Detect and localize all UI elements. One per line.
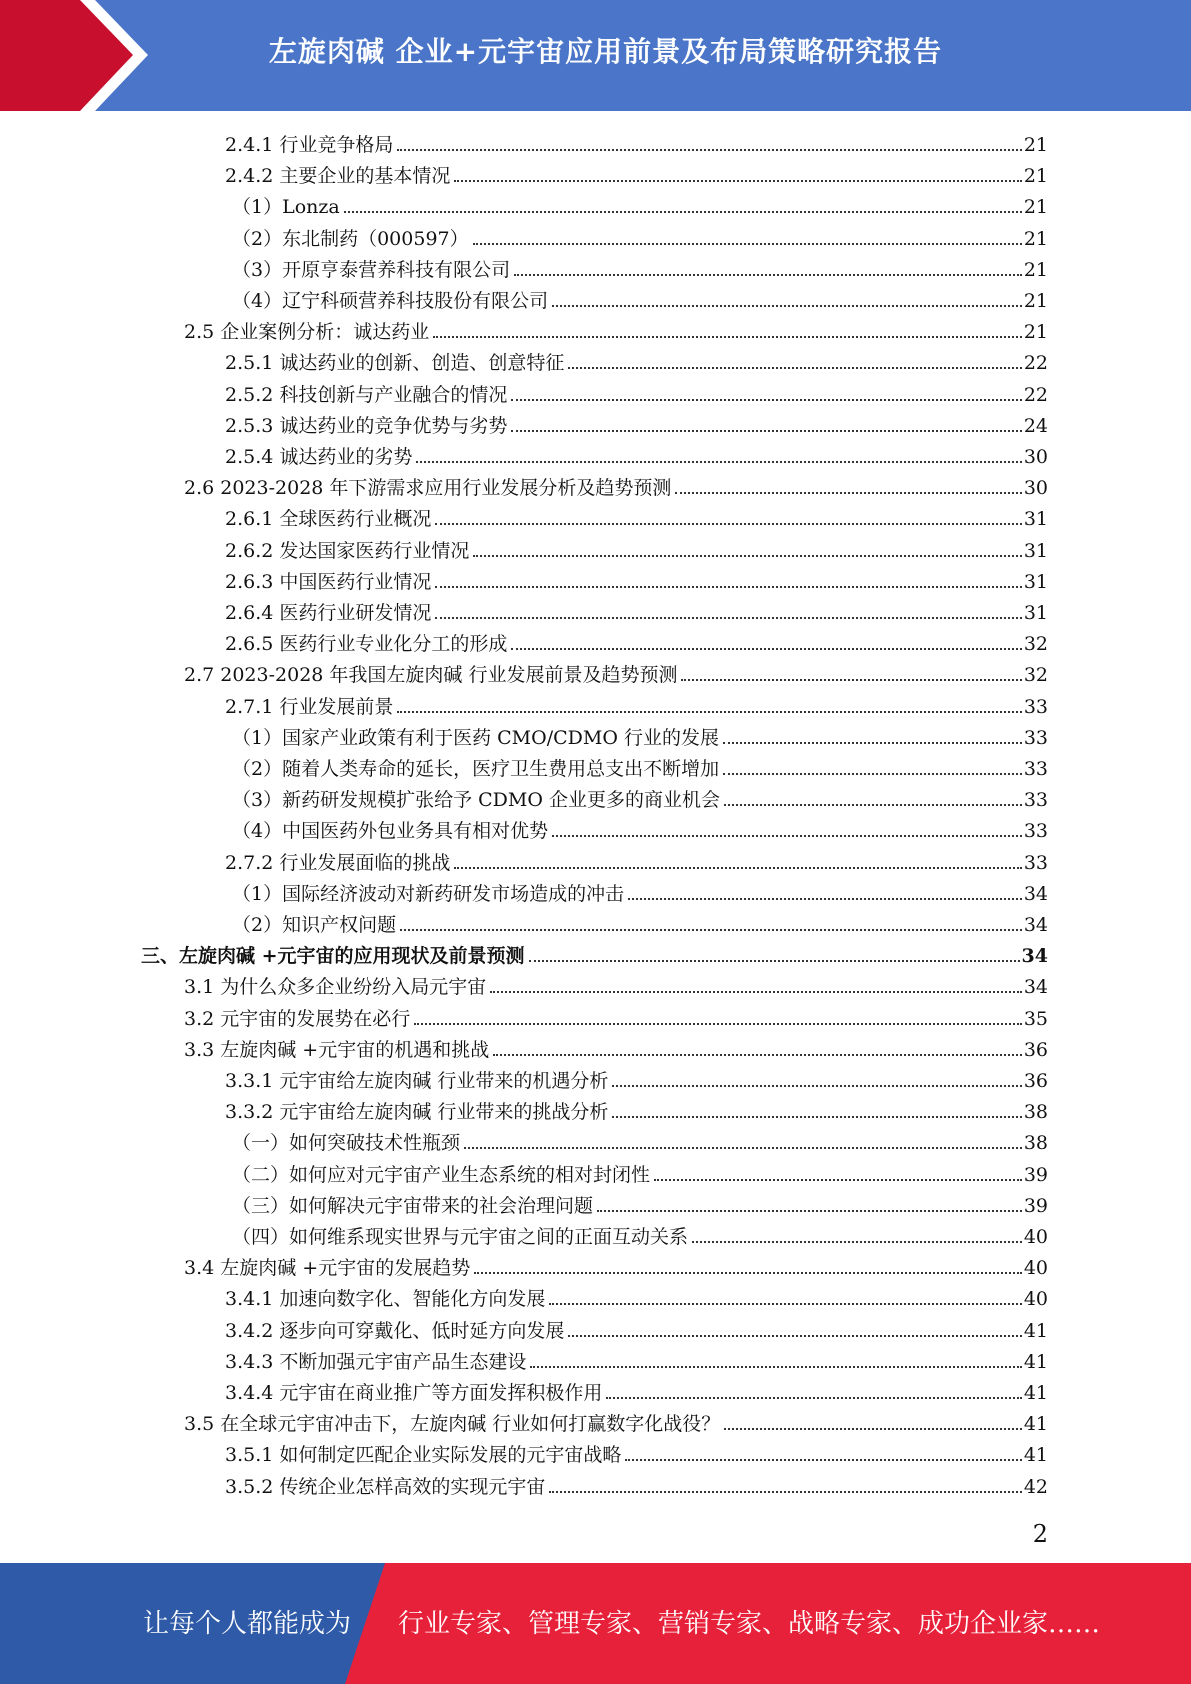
toc-entry-page: 22	[1023, 383, 1048, 406]
toc-dot-leader	[549, 1303, 1021, 1305]
toc-dot-leader	[628, 898, 1022, 900]
toc-entry[interactable]	[225, 126, 1048, 156]
toc-entry[interactable]	[225, 625, 1048, 655]
toc-dot-leader	[433, 336, 1022, 338]
toc-entry[interactable]	[232, 1156, 1048, 1186]
toc-entry[interactable]	[232, 251, 1048, 281]
toc-entry-page: 38	[1023, 1132, 1048, 1155]
toc-entry[interactable]	[232, 282, 1048, 312]
toc-entry-page: 38	[1023, 1101, 1048, 1124]
toc-dot-leader	[530, 1366, 1021, 1368]
toc-entry[interactable]	[184, 656, 1048, 686]
toc-entry-page: 34	[1021, 945, 1048, 968]
toc-entry[interactable]	[225, 376, 1048, 406]
toc-entry[interactable]	[184, 1405, 1048, 1435]
toc-dot-leader	[474, 1272, 1022, 1274]
toc-entry-page: 34	[1023, 976, 1048, 999]
toc-entry-title: 3.4.1 加速向数字化、智能化方向发展	[225, 1288, 546, 1311]
toc-entry[interactable]	[225, 563, 1048, 593]
toc-entry-title: 三、左旋肉碱 +元宇宙的应用现状及前景预测	[141, 945, 525, 968]
toc-entry[interactable]	[232, 750, 1048, 780]
toc-dot-leader	[490, 991, 1022, 993]
toc-entry-title: 2.5 企业案例分析：诚达药业	[184, 321, 430, 344]
toc-entry-page: 41	[1023, 1413, 1048, 1436]
toc-entry-page: 36	[1023, 1038, 1048, 1061]
toc-entry-title: 3.5.2 传统企业怎样高效的实现元宇宙	[225, 1475, 546, 1498]
toc-dot-leader	[493, 1054, 1022, 1056]
toc-entry[interactable]	[184, 313, 1048, 343]
toc-entry-page: 33	[1023, 789, 1048, 812]
toc-dot-leader	[529, 960, 1020, 962]
toc-entry-page: 41	[1023, 1350, 1048, 1373]
toc-entry-page: 42	[1023, 1475, 1048, 1498]
toc-entry[interactable]	[184, 469, 1048, 499]
toc-dot-leader	[681, 679, 1021, 681]
toc-entry[interactable]	[225, 1312, 1048, 1342]
toc-entry-page: 39	[1023, 1194, 1048, 1217]
toc-dot-leader	[568, 367, 1021, 369]
toc-entry-title: 2.6.2 发达国家医药行业情况	[225, 539, 470, 562]
toc-entry[interactable]	[232, 812, 1048, 842]
toc-entry[interactable]	[232, 906, 1048, 936]
toc-dot-leader	[473, 555, 1021, 557]
toc-entry-title: （4）辽宁科硕营养科技股份有限公司	[232, 290, 549, 312]
toc-entry[interactable]	[225, 438, 1048, 468]
toc-dot-leader	[612, 1085, 1021, 1087]
toc-dot-leader	[723, 742, 1022, 744]
toc-entry-title: （1）Lonza	[232, 196, 340, 219]
toc-entry[interactable]	[225, 594, 1048, 624]
toc-dot-leader	[435, 523, 1021, 525]
toc-entry-title: （2）东北制药（000597）	[232, 227, 469, 250]
toc-dot-leader	[511, 648, 1021, 650]
toc-entry-title: 2.4.2 主要企业的基本情况	[225, 165, 451, 188]
toc-entry-title: 3.3.1 元宇宙给左旋肉碱 行业带来的机遇分析	[225, 1070, 609, 1092]
toc-entry-page: 40	[1023, 1288, 1048, 1311]
footer-slogan-left: 让每个人都能成为	[143, 1609, 352, 1639]
toc-entry-page: 30	[1023, 477, 1048, 500]
toc-entry-page: 35	[1023, 1007, 1048, 1030]
toc-dot-leader	[606, 1397, 1021, 1399]
toc-entry-page: 41	[1023, 1319, 1048, 1342]
toc-entry-page: 34	[1023, 914, 1048, 936]
toc-entry-page: 22	[1023, 352, 1048, 375]
toc-entry[interactable]	[225, 1468, 1048, 1498]
toc-entry[interactable]	[184, 1249, 1048, 1279]
footer-slogan-right: 行业专家、管理专家、营销专家、战略专家、成功企业家……	[398, 1609, 1101, 1639]
toc-dot-leader	[511, 399, 1021, 401]
toc-dot-leader	[549, 1491, 1021, 1493]
toc-entry-page: 31	[1023, 602, 1048, 624]
toc-entry-title: （2）随着人类寿命的延长，医疗卫生费用总支出不断增加	[232, 758, 720, 780]
toc-dot-leader	[514, 274, 1022, 276]
toc-entry-page: 21	[1023, 165, 1048, 188]
toc-entry[interactable]	[232, 781, 1048, 811]
toc-dot-leader	[724, 804, 1022, 806]
toc-entry-page: 33	[1023, 758, 1048, 780]
toc-entry-title: 3.4.2 逐步向可穿戴化、低时延方向发展	[225, 1319, 565, 1342]
toc-entry-title: （三）如何解决元宇宙带来的社会治理问题	[232, 1194, 594, 1217]
toc-entry-page: 33	[1023, 851, 1048, 874]
page-header	[0, 0, 1191, 111]
toc-dot-leader	[612, 1116, 1021, 1118]
toc-dot-leader	[416, 461, 1021, 463]
toc-entry[interactable]	[225, 688, 1048, 718]
toc-dot-leader	[723, 773, 1022, 775]
toc-entry-page: 33	[1023, 726, 1048, 749]
toc-entry[interactable]	[225, 1062, 1048, 1092]
toc-entry-page: 41	[1023, 1382, 1048, 1404]
toc-entry-page: 32	[1023, 664, 1048, 687]
toc-entry[interactable]	[232, 719, 1048, 749]
toc-entry[interactable]	[225, 1093, 1048, 1123]
toc-dot-leader	[435, 586, 1021, 588]
toc-entry[interactable]	[225, 500, 1048, 530]
toc-dot-leader	[473, 243, 1022, 245]
toc-entry[interactable]	[225, 407, 1048, 437]
toc-dot-leader	[414, 1023, 1022, 1025]
toc-dot-leader	[552, 305, 1022, 307]
report-title: 左旋肉碱 企业+元宇宙应用前景及布局策略研究报告	[268, 35, 943, 68]
toc-entry-title: 3.5.1 如何制定匹配企业实际发展的元宇宙战略	[225, 1444, 622, 1467]
toc-entry-title: 2.6.1 全球医药行业概况	[225, 508, 432, 531]
page-number: 2	[1032, 1520, 1048, 1548]
toc-entry[interactable]	[225, 157, 1048, 187]
toc-dot-leader	[654, 1179, 1022, 1181]
toc-entry-page: 21	[1023, 321, 1048, 344]
toc-entry-title: （2）知识产权问题	[232, 914, 397, 936]
toc-entry[interactable]	[184, 1000, 1048, 1030]
toc-dot-leader	[344, 211, 1022, 213]
toc-entry-title: （4）中国医药外包业务具有相对优势	[232, 820, 549, 843]
toc-entry[interactable]	[232, 220, 1048, 250]
toc-entry-page: 31	[1023, 570, 1048, 593]
toc-entry-page: 40	[1023, 1226, 1048, 1248]
toc-entry[interactable]	[225, 1436, 1048, 1466]
toc-entry-page: 34	[1023, 882, 1048, 905]
toc-entry-page: 24	[1023, 414, 1048, 437]
toc-entry-title: 2.7 2023-2028 年我国左旋肉碱 行业发展前景及趋势预测	[184, 664, 678, 687]
toc-entry-title: 2.6.4 医药行业研发情况	[225, 602, 432, 624]
toc-dot-leader	[464, 1147, 1022, 1149]
toc-dot-leader	[625, 1459, 1021, 1461]
toc-entry-title: 2.4.1 行业竞争格局	[225, 134, 394, 156]
toc-entry-title: （一）如何突破技术性瓶颈	[232, 1132, 461, 1155]
toc-dot-leader	[552, 835, 1022, 837]
toc-entry[interactable]	[225, 532, 1048, 562]
toc-entry-page: 41	[1023, 1444, 1048, 1467]
toc-entry-title: （3）开原亨泰营养科技有限公司	[232, 258, 511, 281]
toc-entry-page: 21	[1023, 227, 1048, 250]
toc-entry-title: 2.5.4 诚达药业的劣势	[225, 446, 413, 468]
toc-entry-title: 2.6.3 中国医药行业情况	[225, 570, 432, 593]
toc-entry-title: 3.4.4 元宇宙在商业推广等方面发挥积极作用	[225, 1382, 603, 1404]
toc-entry-title: 2.6 2023-2028 年下游需求应用行业发展分析及趋势预测	[184, 477, 672, 500]
toc-entry-title: （四）如何维系现实世界与元宇宙之间的正面互动关系	[232, 1226, 689, 1248]
toc-entry[interactable]	[225, 1374, 1048, 1404]
toc-entry-title: 2.6.5 医药行业专业化分工的形成	[225, 633, 508, 656]
toc-entry-page: 31	[1023, 539, 1048, 562]
toc-entry-title: （3）新药研发规模扩张给予 CDMO 企业更多的商业机会	[232, 789, 720, 812]
toc-entry-title: 3.4 左旋肉碱 +元宇宙的发展趋势	[184, 1257, 471, 1280]
toc-dot-leader	[597, 1210, 1022, 1212]
toc-dot-leader	[397, 149, 1021, 151]
toc-entry-page: 36	[1023, 1070, 1048, 1092]
toc-entry[interactable]	[225, 844, 1048, 874]
toc-entry-title: 3.2 元宇宙的发展势在必行	[184, 1007, 411, 1030]
toc-entry[interactable]	[141, 937, 1048, 967]
toc-entry-page: 31	[1023, 508, 1048, 531]
toc-entry[interactable]	[232, 875, 1048, 905]
toc-entry-title: 2.7.2 行业发展面临的挑战	[225, 851, 451, 874]
toc-entry-title: 3.5 在全球元宇宙冲击下，左旋肉碱 行业如何打赢数字化战役？	[184, 1413, 721, 1436]
toc-dot-leader	[724, 1428, 1022, 1430]
toc-entry[interactable]	[232, 1187, 1048, 1217]
toc-dot-leader	[511, 430, 1021, 432]
toc-entry-title: 3.3 左旋肉碱 +元宇宙的机遇和挑战	[184, 1038, 490, 1061]
toc-entry-page: 30	[1023, 446, 1048, 468]
toc-dot-leader	[568, 1335, 1021, 1337]
toc-entry[interactable]	[184, 1031, 1048, 1061]
toc-entry-title: 2.7.1 行业发展前景	[225, 695, 394, 718]
toc-entry-title: 3.3.2 元宇宙给左旋肉碱 行业带来的挑战分析	[225, 1101, 609, 1124]
toc-entry-title: 3.4.3 不断加强元宇宙产品生态建设	[225, 1350, 527, 1373]
toc-entry[interactable]	[225, 1343, 1048, 1373]
toc-entry-page: 40	[1023, 1257, 1048, 1280]
toc-entry-title: 2.5.2 科技创新与产业融合的情况	[225, 383, 508, 406]
toc-entry[interactable]	[232, 1124, 1048, 1154]
toc-entry[interactable]	[225, 344, 1048, 374]
toc-entry-title: （1）国际经济波动对新药研发市场造成的冲击	[232, 882, 625, 905]
toc-entry-page: 33	[1023, 695, 1048, 718]
toc-entry-page: 21	[1023, 196, 1048, 219]
toc-entry-page: 39	[1023, 1163, 1048, 1186]
toc-entry[interactable]	[232, 188, 1048, 218]
toc-dot-leader	[400, 929, 1022, 931]
toc-entry[interactable]	[184, 968, 1048, 998]
toc-entry-title: 2.5.3 诚达药业的竞争优势与劣势	[225, 414, 508, 437]
toc-entry-page: 21	[1023, 134, 1048, 156]
toc-dot-leader	[435, 617, 1021, 619]
toc-entry-title: 3.1 为什么众多企业纷纷入局元宇宙	[184, 976, 487, 999]
toc-dot-leader	[454, 867, 1021, 869]
toc-entry-page: 33	[1023, 820, 1048, 843]
toc-entry-title: （1）国家产业政策有利于医药 CMO/CDMO 行业的发展	[232, 726, 719, 749]
toc-entry-page: 21	[1023, 258, 1048, 281]
toc-entry-title: （二）如何应对元宇宙产业生态系统的相对封闭性	[232, 1163, 651, 1186]
toc-entry[interactable]	[225, 1280, 1048, 1310]
toc-dot-leader	[397, 711, 1021, 713]
toc-dot-leader	[454, 180, 1021, 182]
toc-entry-title: 2.5.1 诚达药业的创新、创造、创意特征	[225, 352, 565, 375]
toc-dot-leader	[675, 492, 1021, 494]
page-footer	[0, 1563, 1191, 1684]
toc-entry-page: 21	[1023, 290, 1048, 312]
toc-dot-leader	[692, 1241, 1022, 1243]
toc-entry-page: 32	[1023, 633, 1048, 656]
toc-entry[interactable]	[232, 1218, 1048, 1248]
